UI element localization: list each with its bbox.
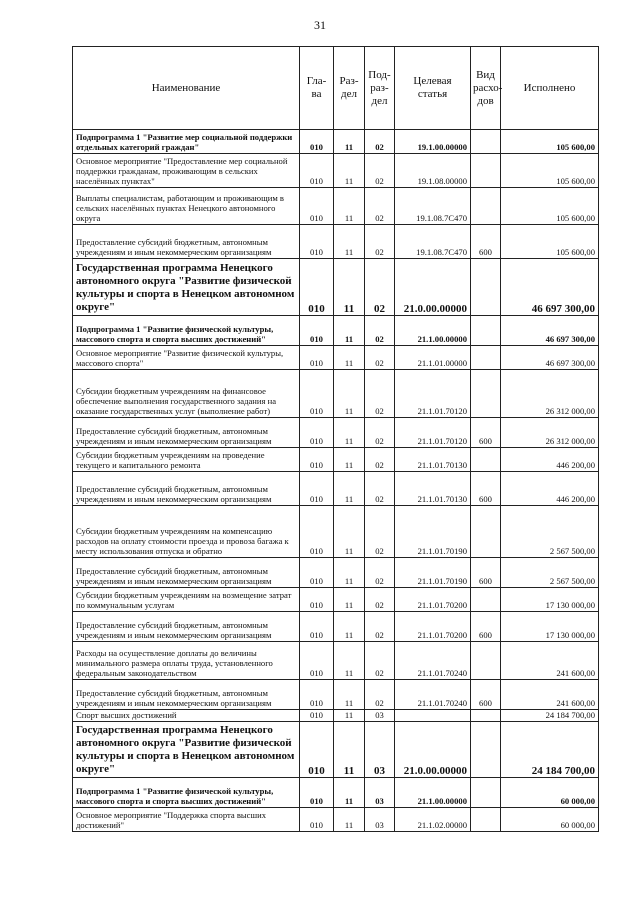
cell-name: Субсидии бюджетным учреждениям на проведение текущего и капитального ремонта — [73, 448, 300, 472]
cell-executed: 105 600,00 — [501, 188, 599, 225]
cell-executed: 105 600,00 — [501, 130, 599, 154]
cell-executed: 26 312 000,00 — [501, 370, 599, 418]
cell-razdel: 11 — [334, 225, 365, 259]
cell-vid: 600 — [471, 418, 501, 448]
cell-podrazdel: 02 — [365, 225, 395, 259]
cell-name: Расходы на осуществление доплаты до величины минимального размера оплаты труда, установленного федеральным законодательством — [73, 642, 300, 680]
cell-podrazdel: 02 — [365, 154, 395, 188]
cell-glava: 010 — [300, 642, 334, 680]
cell-podrazdel: 02 — [365, 558, 395, 588]
cell-target: 21.1.01.00000 — [395, 346, 471, 370]
cell-executed: 241 600,00 — [501, 642, 599, 680]
cell-target: 19.1.08.7C470 — [395, 188, 471, 225]
cell-podrazdel: 02 — [365, 188, 395, 225]
cell-glava: 010 — [300, 418, 334, 448]
cell-vid — [471, 346, 501, 370]
cell-name: Спорт высших достижений — [73, 710, 300, 722]
cell-vid: 600 — [471, 680, 501, 710]
cell-target: 21.1.01.70240 — [395, 680, 471, 710]
table-row — [73, 225, 599, 259]
table-row — [73, 778, 599, 808]
cell-target: 19.1.00.00000 — [395, 130, 471, 154]
cell-target: 21.1.01.70190 — [395, 558, 471, 588]
cell-podrazdel: 02 — [365, 370, 395, 418]
cell-razdel: 11 — [334, 370, 365, 418]
cell-glava: 010 — [300, 346, 334, 370]
cell-executed: 2 567 500,00 — [501, 558, 599, 588]
cell-target: 21.1.01.70200 — [395, 612, 471, 642]
cell-razdel: 11 — [334, 680, 365, 710]
cell-glava: 010 — [300, 612, 334, 642]
cell-name: Предоставление субсидий бюджетным, автономным учреждениям и иным некоммерческим организациям — [73, 612, 300, 642]
cell-podrazdel: 03 — [365, 778, 395, 808]
cell-target: 21.1.01.70120 — [395, 418, 471, 448]
cell-target: 21.1.01.70130 — [395, 472, 471, 506]
cell-podrazdel: 02 — [365, 418, 395, 448]
cell-razdel: 11 — [334, 130, 365, 154]
cell-target: 19.1.08.00000 — [395, 154, 471, 188]
cell-vid: 600 — [471, 558, 501, 588]
cell-podrazdel: 02 — [365, 506, 395, 558]
cell-name: Субсидии бюджетным учреждениям на компенсацию расходов на оплату стоимости проезда и провоза багажа к месту использования отпуска и обратно — [73, 506, 300, 558]
budget-table — [72, 46, 599, 832]
cell-razdel: 11 — [334, 472, 365, 506]
cell-razdel: 11 — [334, 418, 365, 448]
cell-executed: 60 000,00 — [501, 778, 599, 808]
cell-podrazdel: 02 — [365, 612, 395, 642]
cell-glava: 010 — [300, 808, 334, 832]
cell-executed: 105 600,00 — [501, 225, 599, 259]
cell-podrazdel: 03 — [365, 710, 395, 722]
cell-name: Выплаты специалистам, работающим и проживающим в сельских населённых пунктах Ненецкого автономного округа — [73, 188, 300, 225]
cell-name: Субсидии бюджетным учреждениям на возмещение затрат по коммунальным услугам — [73, 588, 300, 612]
cell-glava: 010 — [300, 472, 334, 506]
cell-podrazdel: 02 — [365, 448, 395, 472]
cell-target: 21.0.00.00000 — [395, 259, 471, 316]
cell-glava: 010 — [300, 588, 334, 612]
col-header-razdel: Раз- дел — [334, 47, 365, 130]
table-row — [73, 472, 599, 506]
cell-name: Подпрограмма 1 "Развитие физической культуры, массового спорта и спорта высших достижений" — [73, 316, 300, 346]
col-header-executed: Исполнено — [501, 47, 599, 130]
table-row — [73, 506, 599, 558]
cell-glava: 010 — [300, 259, 334, 316]
cell-target: 21.1.01.70130 — [395, 448, 471, 472]
table-row — [73, 642, 599, 680]
cell-razdel: 11 — [334, 722, 365, 778]
cell-glava: 010 — [300, 154, 334, 188]
cell-glava: 010 — [300, 370, 334, 418]
cell-glava: 010 — [300, 778, 334, 808]
cell-razdel: 11 — [334, 778, 365, 808]
cell-name: Предоставление субсидий бюджетным, автономным учреждениям и иным некоммерческим организациям — [73, 225, 300, 259]
cell-executed: 46 697 300,00 — [501, 316, 599, 346]
cell-vid — [471, 808, 501, 832]
cell-podrazdel: 02 — [365, 259, 395, 316]
cell-razdel: 11 — [334, 612, 365, 642]
cell-vid — [471, 188, 501, 225]
col-header-podrazdel: Под- раз- дел — [365, 47, 395, 130]
cell-executed: 17 130 000,00 — [501, 612, 599, 642]
cell-executed: 60 000,00 — [501, 808, 599, 832]
cell-razdel: 11 — [334, 808, 365, 832]
cell-podrazdel: 02 — [365, 588, 395, 612]
cell-podrazdel: 02 — [365, 346, 395, 370]
col-header-glava: Гла- ва — [300, 47, 334, 130]
table-row — [73, 448, 599, 472]
table-row — [73, 154, 599, 188]
table-row — [73, 588, 599, 612]
table-row — [73, 316, 599, 346]
table-row — [73, 808, 599, 832]
cell-vid — [471, 370, 501, 418]
cell-name: Предоставление субсидий бюджетным, автономным учреждениям и иным некоммерческим организациям — [73, 558, 300, 588]
cell-razdel: 11 — [334, 316, 365, 346]
cell-podrazdel: 02 — [365, 316, 395, 346]
cell-razdel: 11 — [334, 259, 365, 316]
table-row — [73, 558, 599, 588]
cell-target: 21.1.01.70240 — [395, 642, 471, 680]
table-row — [73, 418, 599, 448]
cell-name: Подпрограмма 1 "Развитие мер социальной поддержки отдельных категорий граждан" — [73, 130, 300, 154]
table-row — [73, 612, 599, 642]
cell-target — [395, 710, 471, 722]
cell-glava: 010 — [300, 130, 334, 154]
col-header-name: Наименование — [73, 47, 300, 130]
cell-vid — [471, 130, 501, 154]
cell-razdel: 11 — [334, 588, 365, 612]
cell-razdel: 11 — [334, 448, 365, 472]
cell-glava: 010 — [300, 448, 334, 472]
cell-target: 21.1.00.00000 — [395, 778, 471, 808]
cell-vid — [471, 642, 501, 680]
cell-glava: 010 — [300, 316, 334, 346]
cell-executed: 446 200,00 — [501, 472, 599, 506]
cell-name: Предоставление субсидий бюджетным, автономным учреждениям и иным некоммерческим организациям — [73, 472, 300, 506]
cell-razdel: 11 — [334, 558, 365, 588]
cell-name: Основное мероприятие "Поддержка спорта высших достижений" — [73, 808, 300, 832]
cell-glava: 010 — [300, 710, 334, 722]
cell-target: 21.1.01.70120 — [395, 370, 471, 418]
cell-razdel: 11 — [334, 506, 365, 558]
cell-podrazdel: 02 — [365, 642, 395, 680]
cell-razdel: 11 — [334, 188, 365, 225]
cell-razdel: 11 — [334, 642, 365, 680]
table-row — [73, 130, 599, 154]
cell-name: Субсидии бюджетным учреждениям на финансовое обеспечение выполнения государственного задания на оказание государственных услуг (выполнение работ) — [73, 370, 300, 418]
cell-name: Основное мероприятие "Развитие физической культуры, массового спорта" — [73, 346, 300, 370]
cell-executed: 241 600,00 — [501, 680, 599, 710]
cell-vid — [471, 588, 501, 612]
cell-razdel: 11 — [334, 154, 365, 188]
cell-executed: 446 200,00 — [501, 448, 599, 472]
cell-podrazdel: 02 — [365, 680, 395, 710]
cell-executed: 24 184 700,00 — [501, 710, 599, 722]
cell-executed: 17 130 000,00 — [501, 588, 599, 612]
cell-vid — [471, 710, 501, 722]
cell-vid: 600 — [471, 612, 501, 642]
cell-glava: 010 — [300, 680, 334, 710]
cell-target: 21.1.02.00000 — [395, 808, 471, 832]
cell-target: 21.1.01.70190 — [395, 506, 471, 558]
cell-vid — [471, 722, 501, 778]
cell-executed: 105 600,00 — [501, 154, 599, 188]
cell-vid — [471, 448, 501, 472]
cell-executed: 46 697 300,00 — [501, 346, 599, 370]
cell-vid — [471, 259, 501, 316]
table-row — [73, 370, 599, 418]
table-row — [73, 710, 599, 722]
cell-name: Предоставление субсидий бюджетным, автономным учреждениям и иным некоммерческим организациям — [73, 418, 300, 448]
cell-vid — [471, 778, 501, 808]
cell-glava: 010 — [300, 506, 334, 558]
cell-name: Основное мероприятие "Предоставление мер социальной поддержки гражданам, проживающим в сельских населённых пунктах" — [73, 154, 300, 188]
cell-name: Подпрограмма 1 "Развитие физической культуры, массового спорта и спорта высших достижений" — [73, 778, 300, 808]
cell-vid: 600 — [471, 225, 501, 259]
table-row — [73, 722, 599, 778]
cell-target: 21.0.00.00000 — [395, 722, 471, 778]
col-header-target: Целевая статья — [395, 47, 471, 130]
cell-name: Государственная программа Ненецкого автономного округа "Развитие физической культуры и спорта в Ненецком автономном округе" — [73, 259, 300, 316]
cell-target: 21.1.01.70200 — [395, 588, 471, 612]
cell-razdel: 11 — [334, 710, 365, 722]
table-row — [73, 680, 599, 710]
cell-glava: 010 — [300, 558, 334, 588]
table-row — [73, 188, 599, 225]
cell-target: 19.1.08.7C470 — [395, 225, 471, 259]
cell-name: Государственная программа Ненецкого автономного округа "Развитие физической культуры и спорта в Ненецком автономном округе" — [73, 722, 300, 778]
cell-glava: 010 — [300, 188, 334, 225]
cell-glava: 010 — [300, 225, 334, 259]
table-row — [73, 346, 599, 370]
cell-name: Предоставление субсидий бюджетным, автономным учреждениям и иным некоммерческим организациям — [73, 680, 300, 710]
table-body — [73, 130, 599, 832]
cell-podrazdel: 03 — [365, 722, 395, 778]
cell-podrazdel: 02 — [365, 472, 395, 506]
cell-executed: 24 184 700,00 — [501, 722, 599, 778]
cell-podrazdel: 03 — [365, 808, 395, 832]
cell-executed: 2 567 500,00 — [501, 506, 599, 558]
cell-executed: 26 312 000,00 — [501, 418, 599, 448]
cell-vid — [471, 316, 501, 346]
cell-vid — [471, 154, 501, 188]
cell-vid — [471, 506, 501, 558]
table-header-row — [73, 47, 599, 130]
cell-glava: 010 — [300, 722, 334, 778]
page-number: 31 — [314, 18, 326, 32]
col-header-vid: Вид расхо- дов — [471, 47, 501, 130]
cell-razdel: 11 — [334, 346, 365, 370]
cell-executed: 46 697 300,00 — [501, 259, 599, 316]
cell-podrazdel: 02 — [365, 130, 395, 154]
cell-vid: 600 — [471, 472, 501, 506]
table-row — [73, 259, 599, 316]
cell-target: 21.1.00.00000 — [395, 316, 471, 346]
